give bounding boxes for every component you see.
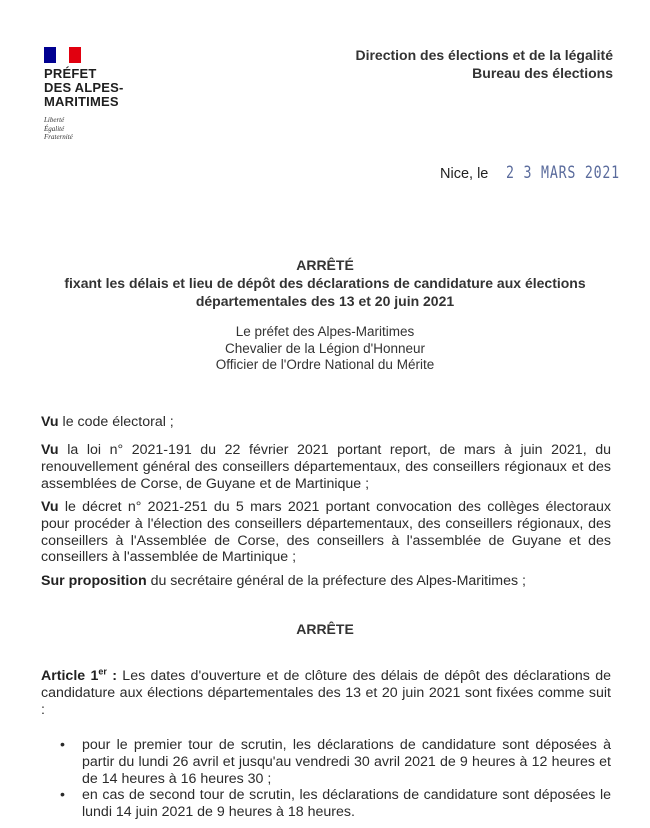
brand-line: DES ALPES- <box>44 80 124 95</box>
consideration-paragraph <box>41 414 611 431</box>
flag-blue-band <box>44 47 56 63</box>
title-line: fixant les délais et lieu de dépôt des déclarations de candidature aux élections <box>64 275 586 291</box>
bureau-name: Bureau des élections <box>472 65 613 81</box>
authority-line: Chevalier de la Légion d'Honneur <box>225 340 425 356</box>
authority-line: Officier de l'Ordre National du Mérite <box>215 357 435 372</box>
consideration-lead: Vu <box>41 414 59 430</box>
motto-line: Liberté <box>44 116 65 124</box>
article-number: Article 1 <box>41 668 99 684</box>
title-heading: ARRÊTÉ <box>296 257 354 273</box>
consideration-lead: Sur proposition <box>41 573 147 589</box>
list-item-text: en cas de second tour de scrutin, les déclarations de candidature sont déposées le lundi 14 juin 2021 de 9 heures à 18 heures. <box>82 787 611 821</box>
document-title <box>30 256 620 310</box>
bullet-icon: • <box>60 787 65 804</box>
decision-heading: ARRÊTE <box>296 621 354 637</box>
consideration-text: la loi n° 2021-191 du 22 février 2021 portant report, de mars à juin 2021, du renouvellement général des conseillers départementaux, des conseillers régionaux et des assemblées de Corse, de Guyane et de Martinique ; <box>41 442 611 492</box>
article-text: Les dates d'ouverture et de clôture des délais de dépôt des déclarations de candidature aux élections départementales des 13 et 20 juin 2021 sont fixées comme suit : <box>41 668 611 718</box>
title-line: départementales des 13 et 20 juin 2021 <box>195 293 455 309</box>
authority-block <box>30 324 620 374</box>
consideration-paragraph <box>41 499 611 566</box>
direction-name: Direction des élections et de la légalité <box>355 47 613 63</box>
list-item-text: pour le premier tour de scrutin, les déclarations de candidature sont déposées à partir du lundi 26 avril et jusqu'au vendredi 30 avril 2021 de 9 heures à 12 heures et de 14 heures à 16 heures 30 ; <box>82 737 611 787</box>
article-1-list <box>60 737 611 821</box>
list-item <box>60 737 611 787</box>
consideration-lead: Vu <box>41 499 59 515</box>
flag-red-band <box>69 47 81 63</box>
consideration-text: du secrétaire général de la préfecture des Alpes-Maritimes ; <box>146 573 526 589</box>
department-header <box>355 46 613 82</box>
authority-line: Le préfet des Alpes-Maritimes <box>235 324 415 339</box>
date-stamp: 2 3 MARS 2021 <box>506 163 620 183</box>
flag-white-band <box>56 47 68 63</box>
brand-line: MARITIMES <box>44 94 119 109</box>
article-label <box>41 668 117 684</box>
consideration-text: le décret n° 2021-251 du 5 mars 2021 portant convocation des collèges électoraux pour procéder à l'élection des conseillers départementaux, des conseillers régionaux, des conseillers à l'Assemblée de Corse, des conseillers à l'assemblée de Guyane et des conseillers à l'assemblée de Martinique ; <box>41 499 611 566</box>
consideration-lead: Vu <box>41 442 59 458</box>
consideration-paragraph <box>41 573 611 590</box>
article-colon: : <box>106 668 117 684</box>
article-sup: er <box>98 666 107 677</box>
prefecture-brand <box>44 67 124 109</box>
list-item <box>60 787 611 821</box>
brand-line: PRÉFET <box>44 66 97 81</box>
article-1 <box>41 668 611 718</box>
republic-flag-logo <box>44 47 81 63</box>
motto-line: Fraternité <box>44 133 73 141</box>
bullet-icon: • <box>60 737 65 753</box>
republic-motto <box>44 116 73 142</box>
place-label: Nice, le <box>440 166 489 182</box>
consideration-paragraph <box>41 442 611 492</box>
consideration-text: le code électoral ; <box>58 414 174 430</box>
motto-line: Égalité <box>44 124 65 133</box>
